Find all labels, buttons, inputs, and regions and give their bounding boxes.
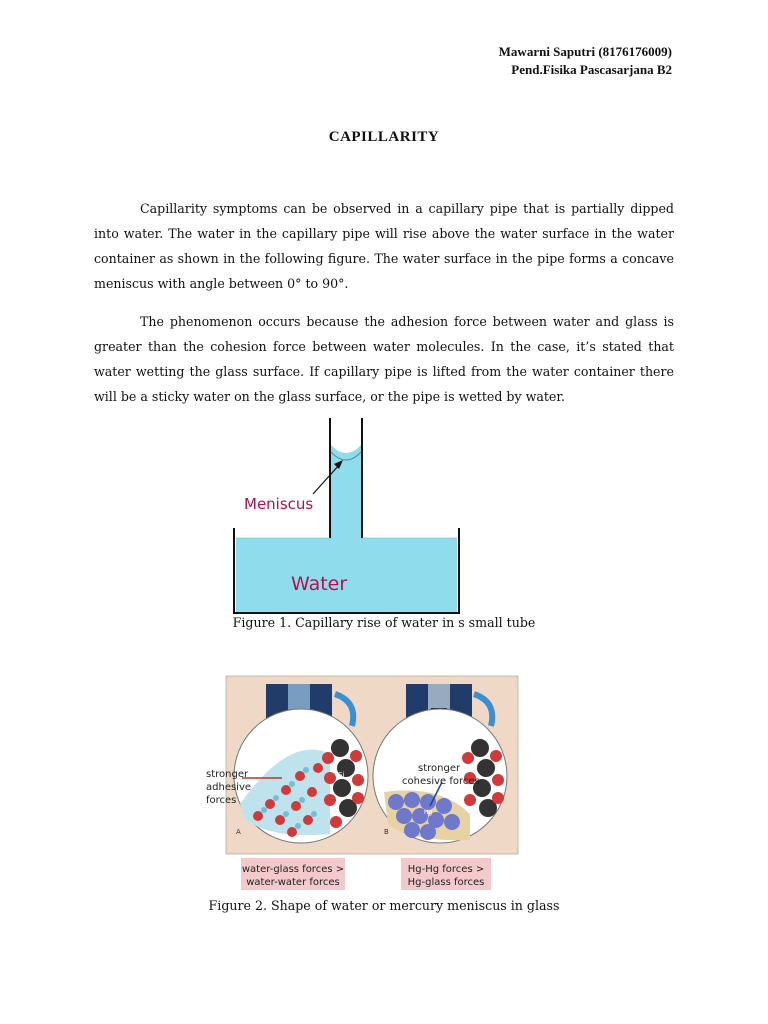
figure-2-caption: Figure 2. Shape of water or mercury meniscus in glass: [208, 898, 560, 913]
paragraph-2-text: The phenomenon occurs because the adhesion force between water and glass is greater than the cohesion force between water molecules. In the case, it’s stated that water wetting the glass surface. If capillary pipe is lifted from the water container there will be a sticky water on the glass surface, or the pipe is wetted by water.: [94, 314, 674, 404]
cohesive-label-line2: cohesive forces: [402, 776, 480, 787]
atom-hg-label: Hg: [424, 809, 433, 816]
box-a-line2: water-water forces: [246, 877, 340, 888]
page-title: CAPILLARITY: [328, 129, 440, 145]
cohesive-label-line1: stronger: [418, 763, 461, 774]
adhesive-label-line2: adhesive: [206, 782, 252, 793]
atom-si-label: Si: [338, 771, 345, 779]
panel-b-letter: B: [384, 828, 389, 836]
paragraph-2: [94, 309, 674, 409]
water-label: Water: [291, 573, 348, 595]
author-name: Mawarni Saputri (8176176009): [498, 44, 672, 59]
meniscus-label: Meniscus: [244, 495, 314, 513]
panel-a-letter: A: [236, 828, 241, 836]
figure-1-caption: Figure 1. Capillary rise of water in s small tube: [232, 615, 536, 630]
box-a-line1: water-glass forces >: [241, 864, 345, 875]
figure-2-meniscus-diagram: [0, 664, 768, 894]
box-b-line2: Hg-glass forces: [407, 877, 485, 888]
paragraph-1-text: Capillarity symptoms can be observed in a capillary pipe that is partially dipped into water. The water in the capillary pipe will rise above the water surface in the water container as shown in the following figure. The water surface in the pipe forms a concave meniscus with angle between 0° to 90°.: [94, 201, 674, 291]
author-program: Pend.Fisika Pascasarjana B2: [511, 62, 672, 77]
adhesive-label-line3: forces: [206, 795, 237, 806]
figure-1-capillary-diagram: [0, 414, 768, 614]
paragraph-1: [94, 196, 674, 296]
box-b-line1: Hg-Hg forces >: [407, 864, 485, 875]
adhesive-label-line1: stronger: [206, 769, 249, 780]
